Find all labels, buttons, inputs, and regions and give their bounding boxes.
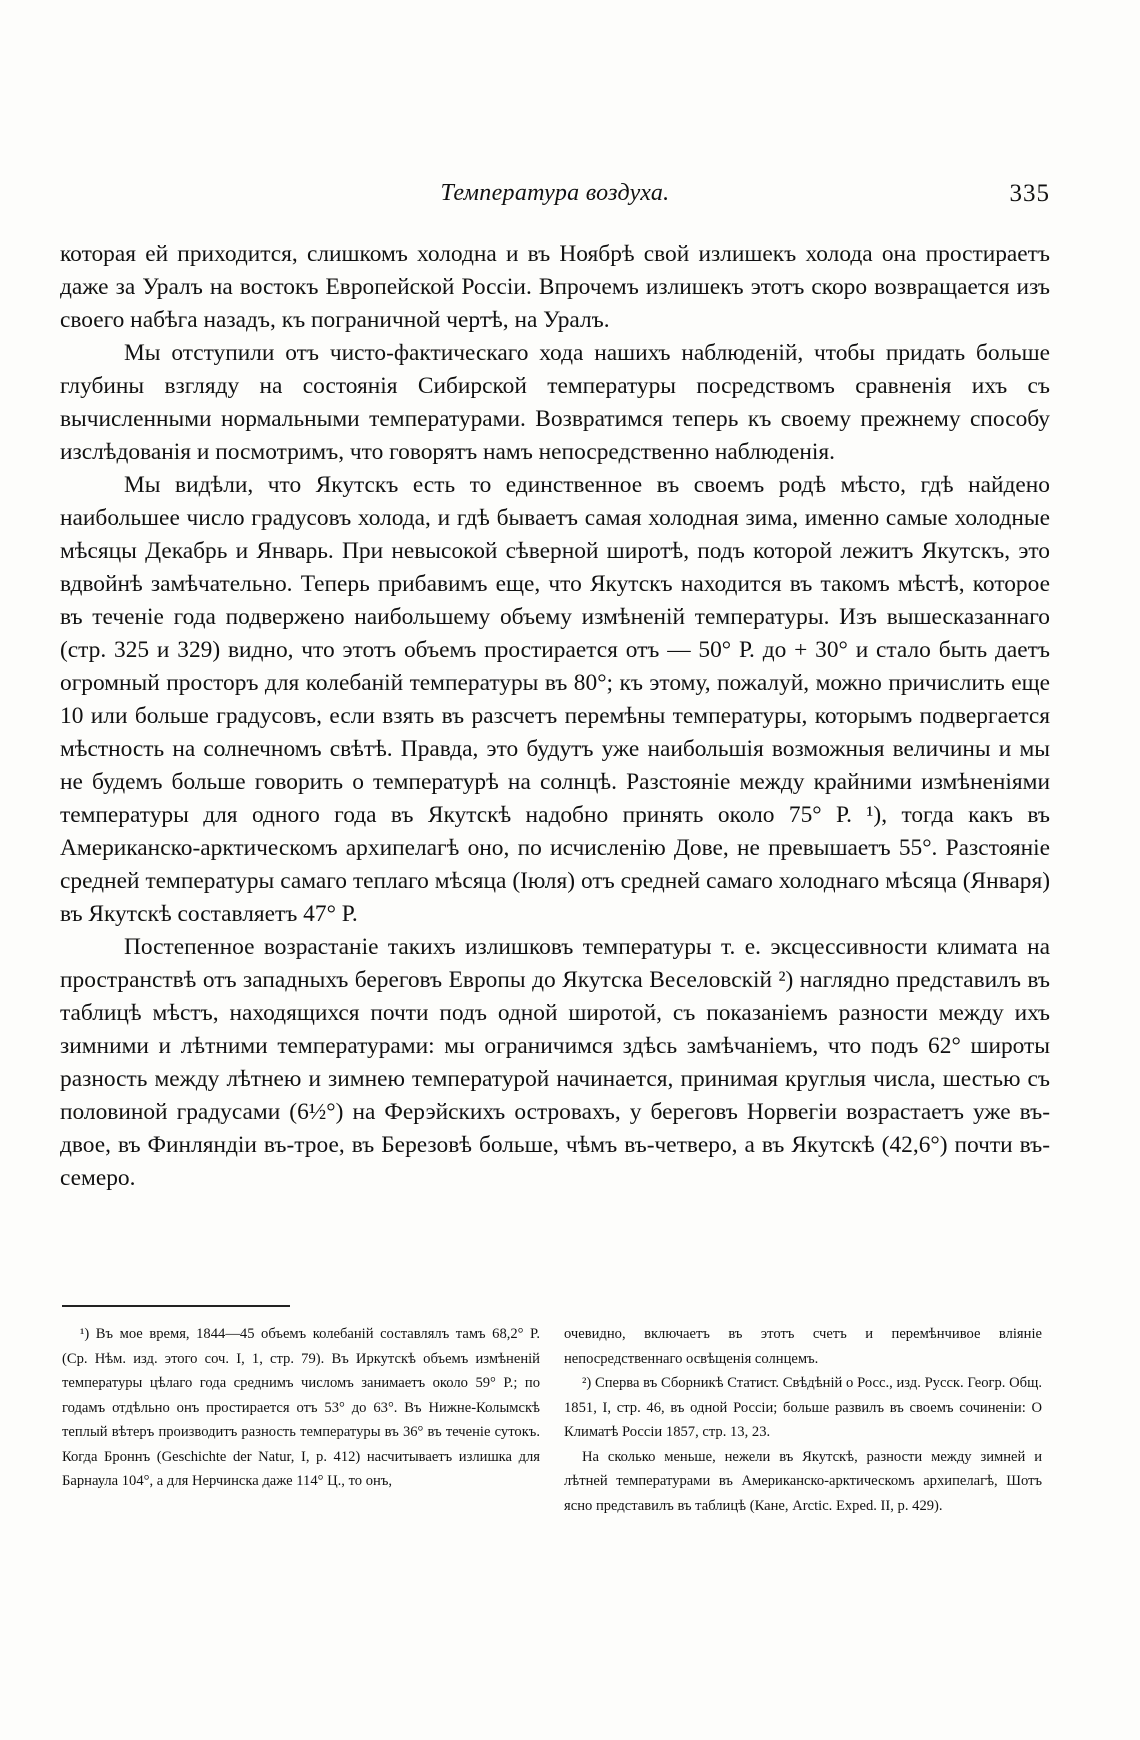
footnotes: [62, 1322, 1042, 1572]
footnote-column-left: [62, 1322, 540, 1494]
footnote-2-addendum: На сколько меньше, нежели въ Якутскѣ, разности между зимней и лѣтней температурами въ Американско-арктическомъ архипелагѣ, Шотъ ясно представилъ въ таблицѣ (Кане, Arctic. Exped. II, p. 429).: [564, 1448, 1042, 1514]
footnote-2: ²) Сперва въ Сборникѣ Статист. Свѣдѣній о Росс., изд. Русск. Геогр. Общ. 1851, I, стр. 46, въ одной Россіи; больше развилъ въ своемъ сочиненіи: О Климатѣ Россіи 1857, стр. 13, 23.: [564, 1375, 1042, 1440]
footnote-1-continuation: очевидно, включаетъ въ этотъ счетъ и перемѣнчивое вліяніе непосредственнаго освѣщенія солнцемъ.: [564, 1326, 1042, 1367]
footnote-column-right: [564, 1322, 1042, 1518]
running-title: Температура воздуха.: [440, 180, 670, 206]
paragraph-2: Мы отступили отъ чисто-фактическаго хода нашихъ наблюденій, чтобы придать больше глубины взгляду на состоянія Сибирской температуры посредствомъ сравненія ихъ съ вычисленными нормальными температурами. Возвратимся теперь къ своему прежнему способу изслѣдованія и посмотримъ, что говорятъ намъ непосредственно наблюденія.: [60, 340, 1050, 465]
footnote-separator: [62, 1305, 290, 1307]
paragraph-4: Постепенное возрастаніе такихъ излишковъ температуры т. е. эксцессивности климата на пространствѣ отъ западныхъ береговъ Европы до Якутска Веселовскій ²) наглядно представилъ въ таблицѣ мѣстъ, находящихся почти подъ одной широтой, съ показаніемъ разности между ихъ зимними и лѣтними температурами: мы ограничимся здѣсь замѣчаніемъ, что подъ 62° широты разность между лѣтнею и зимнею температурой начинается, принимая круглыя числа, шестью съ половиной градусами (6½°) на Ферэйскихъ островахъ, у береговъ Норвегіи возрастаетъ уже въ-двое, въ Финляндіи въ-трое, въ Березовѣ больше, чѣмъ въ-четверо, а въ Якутскѣ (42,6°) почти въ-семеро.: [60, 934, 1050, 1191]
page-number: 335: [1009, 180, 1050, 207]
page-header: [60, 180, 1050, 214]
paragraph-3: Мы видѣли, что Якутскъ есть то единственное въ своемъ родѣ мѣсто, гдѣ найдено наибольшее число градусовъ холода, и гдѣ бываетъ самая холодная зима, именно самые холодные мѣсяцы Декабрь и Январь. При невысокой сѣверной широтѣ, подъ которой лежитъ Якутскъ, это вдвойнѣ замѣчательно. Теперь прибавимъ еще, что Якутскъ находится въ такомъ мѣстѣ, которое въ теченіе года подвержено наибольшему объему измѣненій температуры. Изъ вышесказаннаго (стр. 325 и 329) видно, что этотъ объемъ простирается отъ — 50° Р. до + 30° и стало быть даетъ огромный просторъ для колебаній температуры въ 80°; къ этому, пожалуй, можно причислить еще 10 или больше градусовъ, если взять въ разсчетъ перемѣны температуры, которымъ подвергается мѣстность на солнечномъ свѣтѣ. Правда, это будутъ уже наибольшія возможныя величины и мы не будемъ больше говорить о температурѣ на солнцѣ. Разстояніе между крайними измѣненіями температуры для одного года въ Якутскѣ надобно принять около 75° Р. ¹), тогда какъ въ Американско-арктическомъ архипелагѣ оно, по исчисленію Дове, не превышаетъ 55°. Разстояніе средней температуры самаго теплаго мѣсяца (Іюля) отъ средней самаго холоднаго мѣсяца (Января) въ Якутскѣ составляетъ 47° Р.: [60, 472, 1050, 927]
footnote-1: ¹) Въ мое время, 1844—45 объемъ колебаній составлялъ тамъ 68,2° Р. (Ср. Нѣм. изд. этого соч. I, 1, стр. 79). Въ Иркутскѣ объемъ измѣненій температуры цѣлаго года среднимъ числомъ занимаетъ около 59° Р.; по годамъ отдѣльно онъ простирается отъ 53° до 63°. Въ Нижне-Колымскѣ теплый вѣтеръ производитъ разность температуры въ 36° въ теченіе сутокъ. Когда Броннъ (Geschichte der Natur, I, p. 412) насчитываетъ излишка для Барнаула 104°, а для Нерчинска даже 114° Ц., то онъ,: [62, 1326, 540, 1489]
body-text: [60, 238, 1050, 1195]
paragraph-1: которая ей приходится, слишкомъ холодна и въ Ноябрѣ свой излишекъ холода она простираетъ даже за Уралъ на востокъ Европейской Россіи. Впрочемъ излишекъ этотъ скоро возвращается изъ своего набѣга назадъ, къ пограничной чертѣ, на Уралъ.: [60, 241, 1050, 333]
